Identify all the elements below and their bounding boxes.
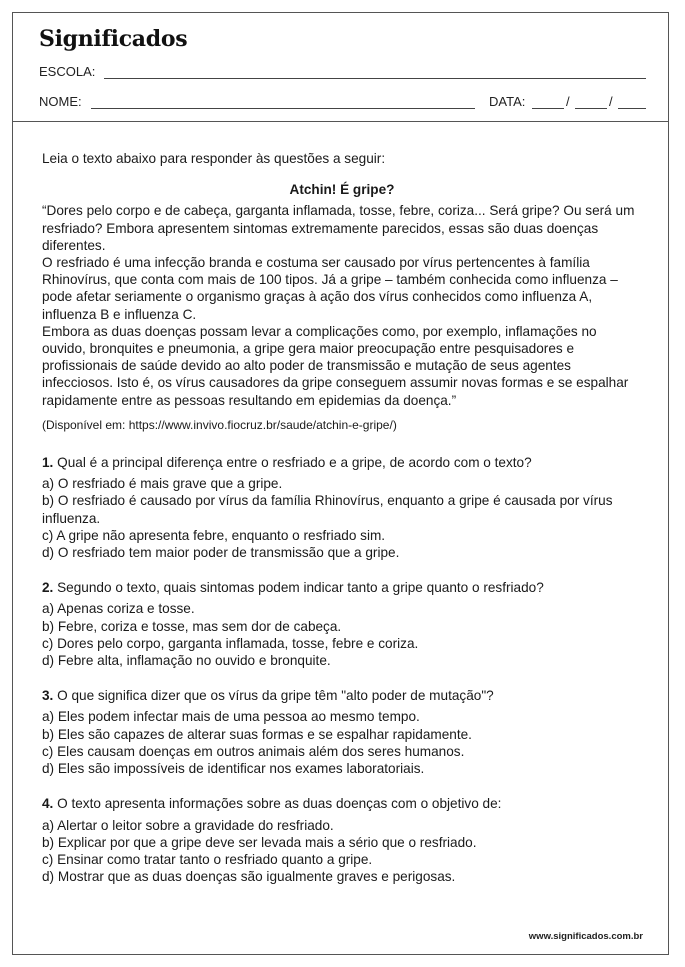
question-text	[42, 454, 642, 471]
question-block	[42, 687, 642, 777]
question-text	[42, 687, 642, 704]
answer-option: a) O resfriado é mais grave que a gripe.	[42, 476, 283, 492]
question-number: 2.	[42, 580, 54, 596]
nome-field[interactable]	[91, 108, 475, 109]
worksheet-header	[12, 12, 669, 122]
answer-option: d) O resfriado tem maior poder de transmissão que a gripe.	[42, 545, 400, 561]
date-year-field[interactable]	[618, 108, 646, 109]
date-slash: /	[609, 94, 613, 109]
text-paragraph: O resfriado é uma infecção branda e costuma ser causado por vírus pertencentes à família Rhinovírus, que conta com mais de 100 tipos. Já a gripe – também conhecida como influenza – pode afetar seriamente o organismo graças à ação dos vírus conhecidos como influenza A, influenza B e influenza C.	[42, 255, 618, 322]
answer-option: b) O resfriado é causado por vírus da família Rhinovírus, enquanto a gripe é causada por vírus influenza.	[42, 493, 613, 526]
answer-option: b) Febre, coriza e tosse, mas sem dor de cabeça.	[42, 618, 342, 634]
answer-option: c) Dores pelo corpo, garganta inflamada, tosse, febre e coriza.	[42, 635, 419, 651]
data-label: DATA:	[489, 94, 526, 109]
question-text	[42, 795, 642, 812]
worksheet-content	[42, 150, 642, 903]
question-number: 1.	[42, 455, 54, 471]
source-citation: (Disponível em: https://www.invivo.fiocruz.br/saude/atchin-e-gripe/)	[42, 417, 397, 432]
question-prompt: Segundo o texto, quais sintomas podem indicar tanto a gripe quanto o resfriado?	[53, 580, 544, 596]
question-block	[42, 795, 642, 885]
answer-option: a) Eles podem infectar mais de uma pessoa ao mesmo tempo.	[42, 709, 420, 725]
question-block	[42, 579, 642, 669]
nome-label: NOME:	[39, 94, 82, 109]
answer-option: c) Ensinar como tratar tanto o resfriado quanto a gripe.	[42, 851, 373, 867]
text-paragraph: “Dores pelo corpo e de cabeça, garganta inflamada, tosse, febre, coriza... Será gripe? Ou será um resfriado? Embora apresentem sintomas extremamente parecidos, essas são duas doenças diferentes.	[42, 203, 635, 253]
escola-label: ESCOLA:	[39, 64, 96, 79]
question-block	[42, 454, 642, 561]
question-number: 4.	[42, 796, 54, 812]
footer-website: www.significados.com.br	[528, 931, 643, 942]
answer-option: c) Eles causam doenças em outros animais além dos seres humanos.	[42, 743, 465, 759]
escola-field[interactable]	[104, 78, 646, 79]
answer-option: c) A gripe não apresenta febre, enquanto o resfriado sim.	[42, 527, 386, 543]
answer-option: d) Mostrar que as duas doenças são igualmente graves e perigosas.	[42, 869, 456, 885]
date-day-field[interactable]	[532, 108, 564, 109]
question-prompt: Qual é a principal diferença entre o resfriado e a gripe, de acordo com o texto?	[53, 455, 532, 471]
answer-option: d) Eles são impossíveis de identificar nos exames laboratoriais.	[42, 761, 425, 777]
date-month-field[interactable]	[575, 108, 607, 109]
question-number: 3.	[42, 688, 54, 704]
answer-option: a) Alertar o leitor sobre a gravidade do resfriado.	[42, 817, 334, 833]
question-text	[42, 579, 642, 596]
answer-option: a) Apenas coriza e tosse.	[42, 601, 195, 617]
question-prompt: O texto apresenta informações sobre as duas doenças com o objetivo de:	[53, 796, 502, 812]
instructions: Leia o texto abaixo para responder às questões a seguir:	[42, 151, 386, 166]
answer-option: b) Explicar por que a gripe deve ser levada mais a sério que o resfriado.	[42, 834, 477, 850]
answer-option: b) Eles são capazes de alterar suas formas e se espalhar rapidamente.	[42, 726, 472, 742]
date-slash: /	[566, 94, 570, 109]
text-paragraph: Embora as duas doenças possam levar a complicações como, por exemplo, inflamações no ouvido, bronquites e pneumonia, a gripe gera maior preocupação entre pesquisadores e profissionais de saúde devido ao alto poder de transmissão e mutação de seus agentes infecciosos. Isto é, os vírus causadores da gripe conseguem assumir novas formas e se espalhar rapidamente entre as pessoas resultando em epidemias da doença.”	[42, 323, 629, 408]
answer-option: d) Febre alta, inflamação no ouvido e bronquite.	[42, 653, 331, 669]
question-prompt: O que significa dizer que os vírus da gripe têm "alto poder de mutação"?	[53, 688, 494, 704]
brand-logo: Significados	[39, 26, 188, 52]
text-title: Atchin! É gripe?	[289, 182, 395, 198]
